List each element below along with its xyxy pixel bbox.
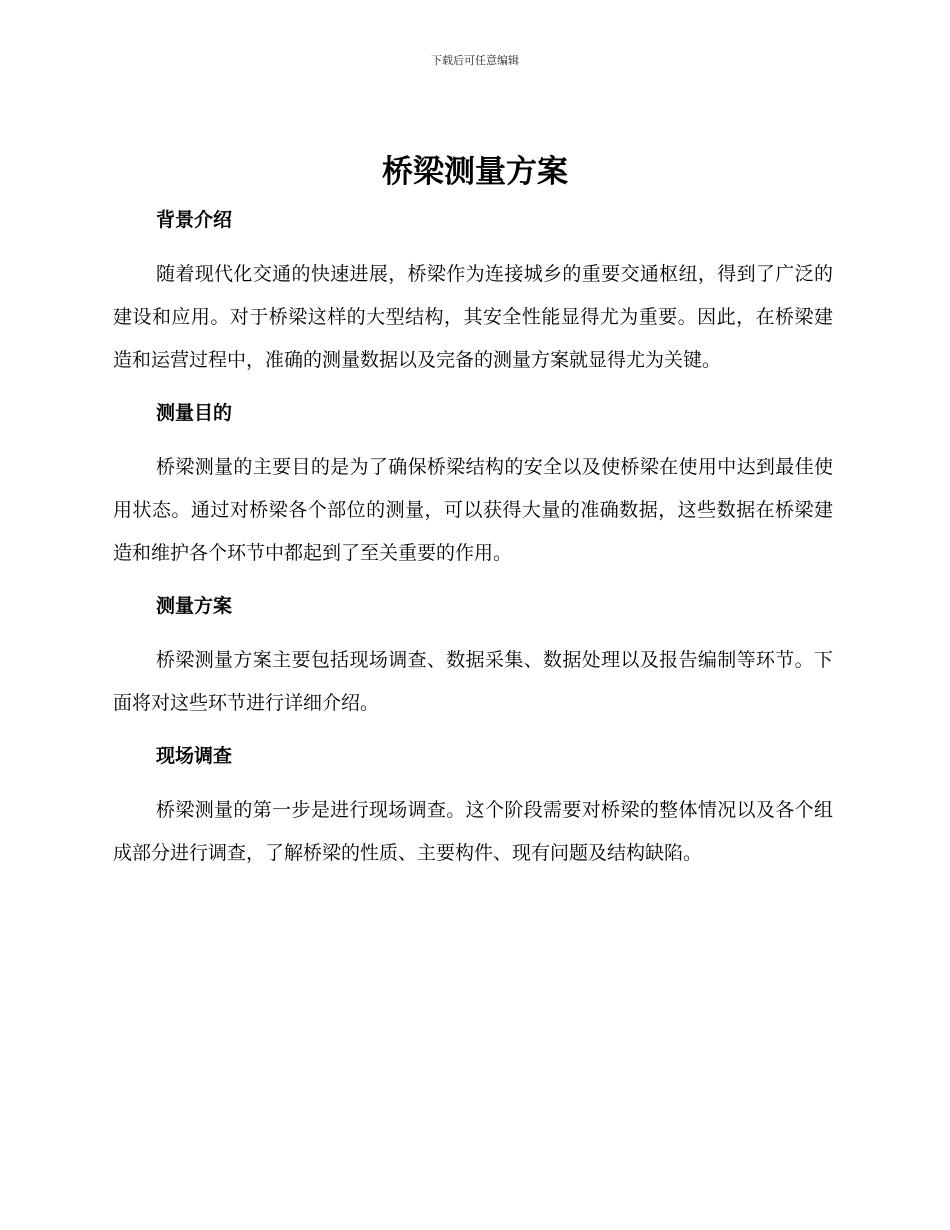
section-paragraph: 桥梁测量的第一步是进行现场调查。这个阶段需要对桥梁的整体情况以及各个组成部分进行调查，了解桥梁的性质、主要构件、现有问题及结构缺陷。 — [113, 799, 833, 864]
section-background — [113, 201, 833, 382]
section-purpose — [113, 394, 833, 575]
document-title: 桥梁测量方案 — [382, 154, 568, 190]
section-site-survey — [113, 737, 833, 875]
section-heading: 背景介绍 — [156, 209, 233, 231]
section-heading: 测量目的 — [156, 402, 233, 424]
document-body — [113, 201, 833, 887]
section-paragraph: 随着现代化交通的快速进展，桥梁作为连接城乡的重要交通枢纽，得到了广泛的建设和应用。对于桥梁这样的大型结构，其安全性能显得尤为重要。因此，在桥梁建造和运营过程中，准确的测量数据以及完备的测量方案就显得尤为关键。 — [113, 263, 833, 371]
section-paragraph: 桥梁测量方案主要包括现场调查、数据采集、数据处理以及报告编制等环节。下面将对这些环节进行详细介绍。 — [113, 649, 833, 714]
page-header-note: 下载后可任意编辑 — [431, 54, 519, 67]
section-paragraph: 桥梁测量的主要目的是为了确保桥梁结构的安全以及使桥梁在使用中达到最佳使用状态。通过对桥梁各个部位的测量，可以获得大量的准确数据，这些数据在桥梁建造和维护各个环节中都起到了至关重要的作用。 — [113, 456, 833, 564]
section-plan — [113, 587, 833, 725]
section-heading: 现场调查 — [156, 745, 233, 767]
section-heading: 测量方案 — [156, 595, 233, 617]
